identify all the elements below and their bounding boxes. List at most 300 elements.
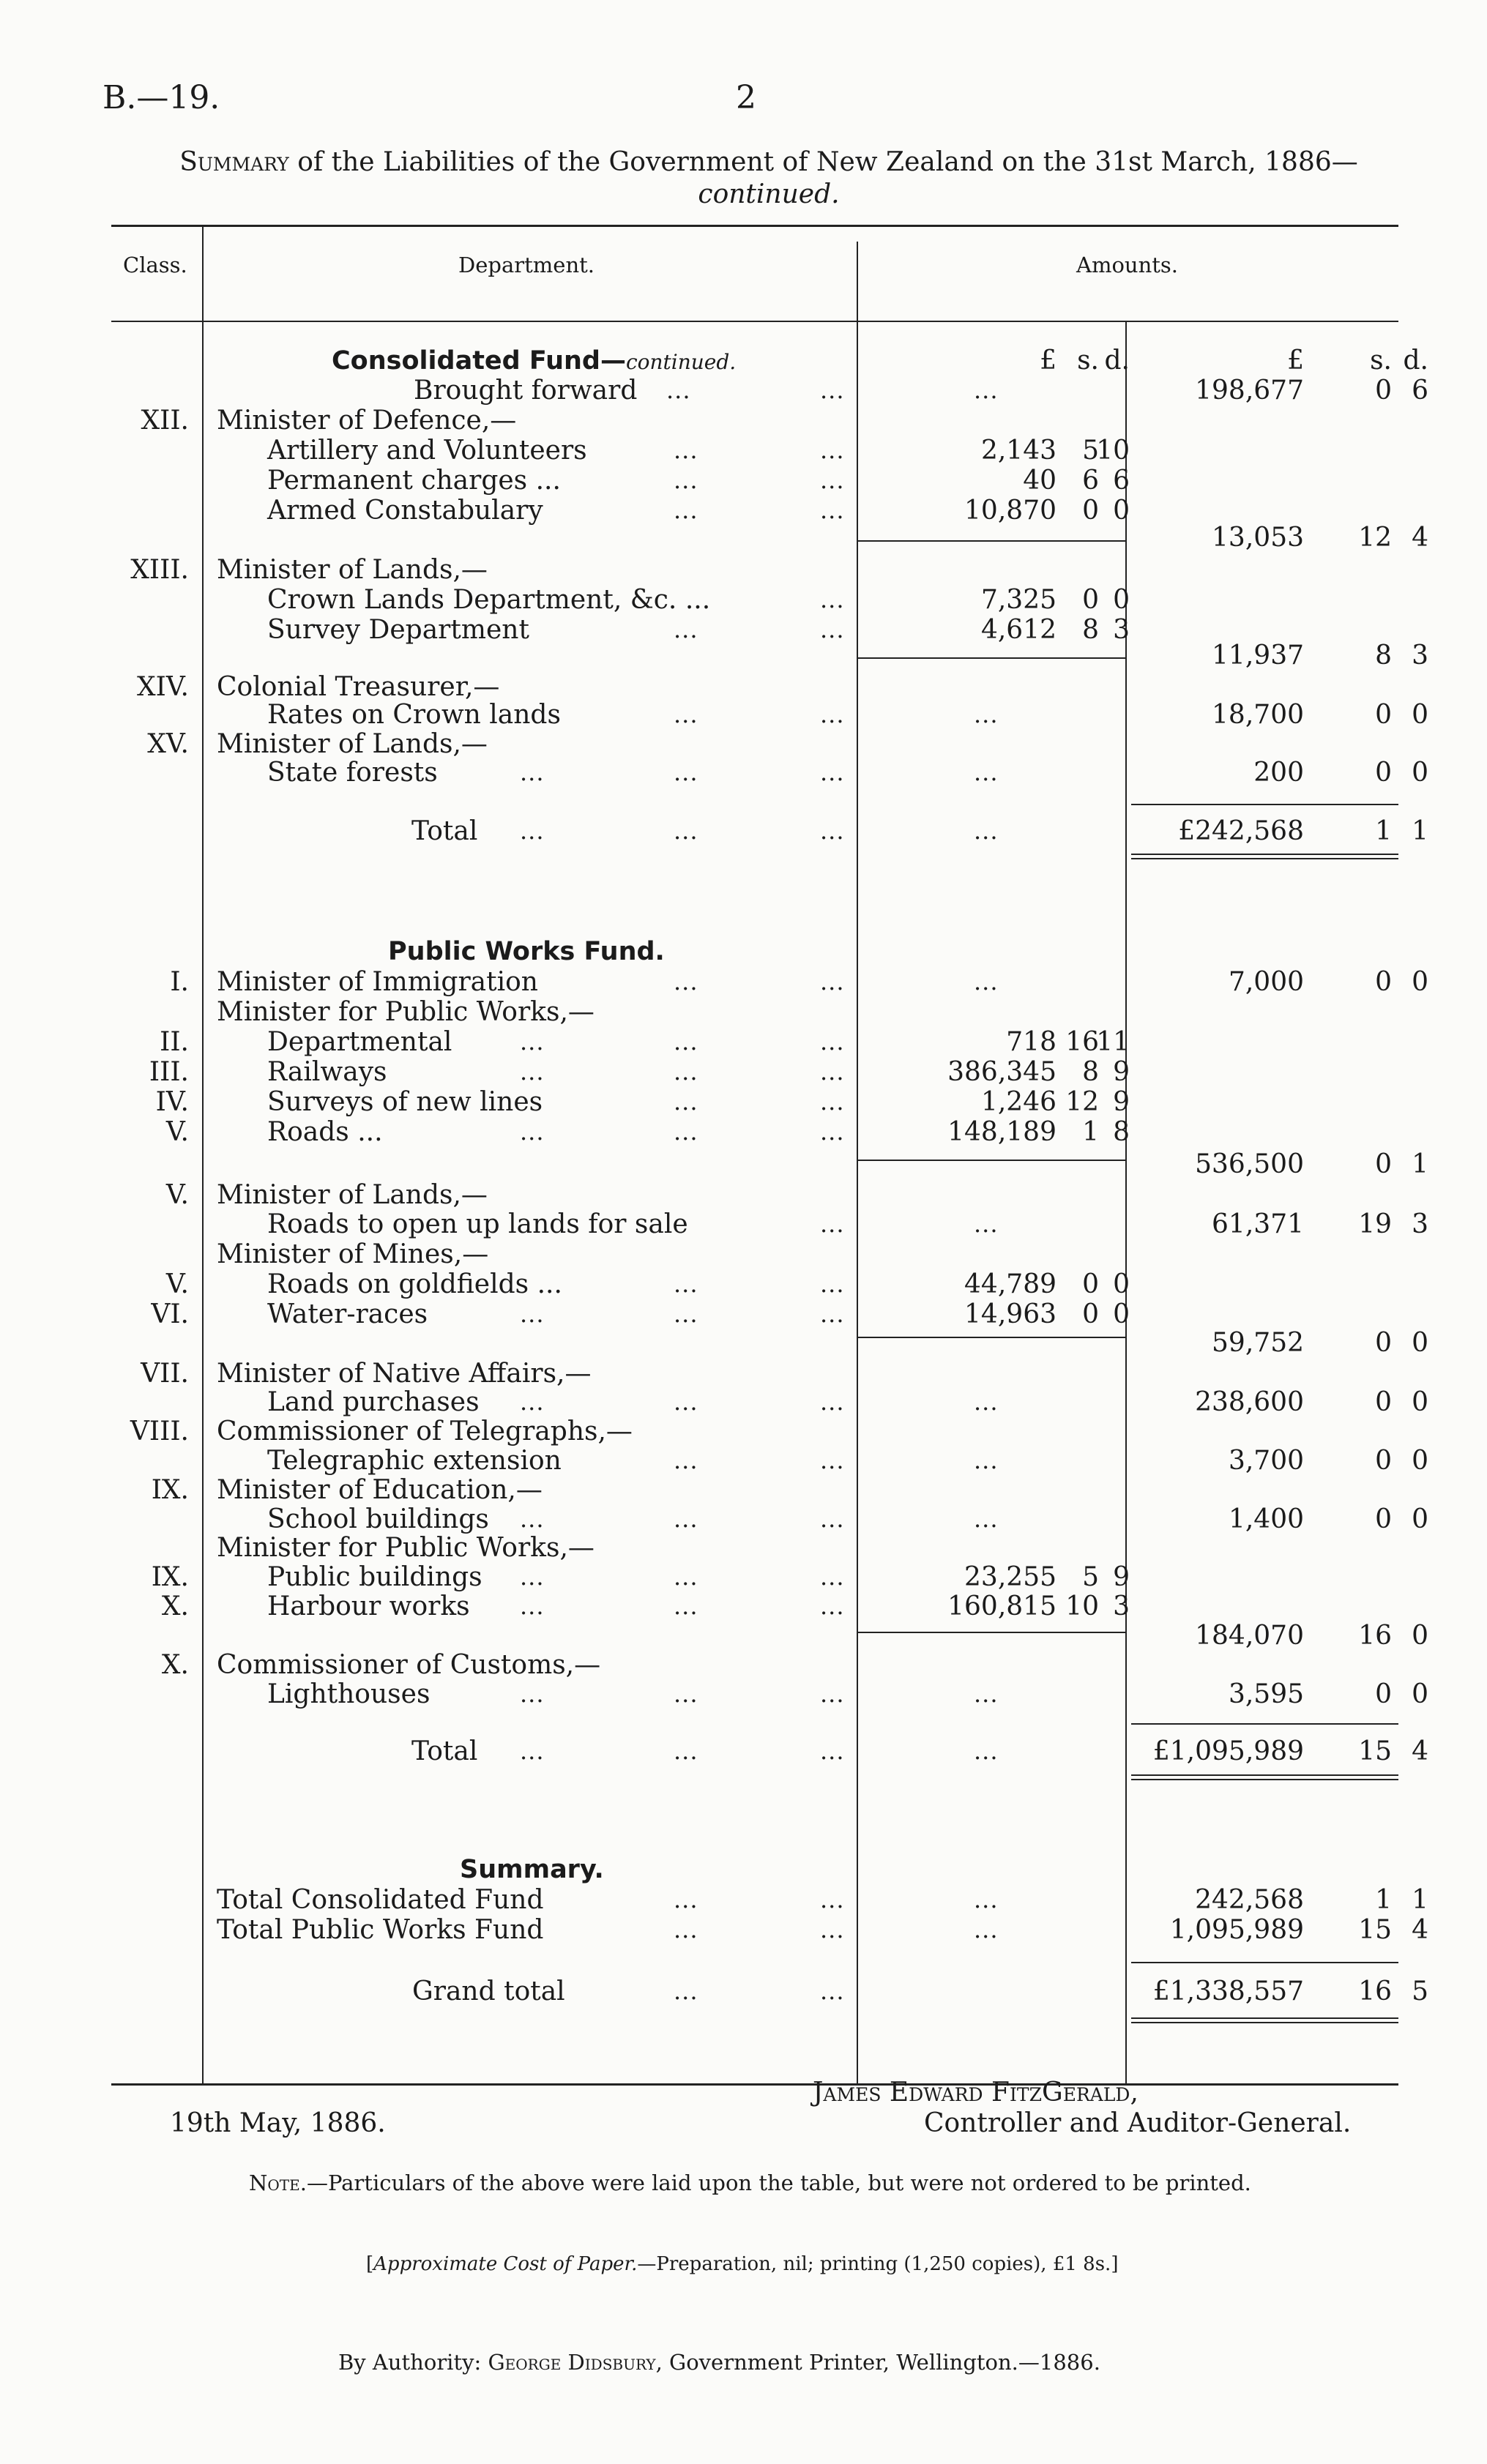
- row-label: Railways: [267, 1057, 387, 1087]
- total-pounds: 61,371: [1212, 1209, 1304, 1239]
- table-row: [0, 1416, 1487, 1446]
- leader-dots: ...: [820, 1028, 845, 1056]
- amount-ellipsis: ...: [974, 817, 999, 845]
- total-pounds: £242,568: [1178, 816, 1304, 846]
- total-shillings: 0: [1375, 1679, 1392, 1709]
- leader-dots: ...: [520, 1118, 545, 1146]
- pounds-symbol: £: [1287, 346, 1304, 376]
- table-row: [0, 406, 1487, 436]
- total-shillings: 0: [1375, 700, 1392, 730]
- amount-pounds: 148,189: [947, 1117, 1056, 1147]
- total-pounds: 11,937: [1212, 641, 1304, 671]
- total-pounds: 3,700: [1228, 1446, 1304, 1476]
- leader-dots: ...: [820, 1563, 845, 1591]
- table-row: [0, 1239, 1487, 1269]
- pounds-symbol: £: [1040, 346, 1056, 376]
- leader-dots: ...: [520, 817, 545, 845]
- leader-dots: ...: [520, 1680, 545, 1708]
- total-shillings: 0: [1375, 1328, 1392, 1358]
- minister-label: Minister of Defence,—: [217, 406, 517, 436]
- amount-ellipsis: ...: [974, 1446, 999, 1474]
- total-shillings: 0: [1375, 1149, 1392, 1179]
- amount-pounds: 160,815: [947, 1591, 1056, 1621]
- leader-dots: ...: [520, 1505, 545, 1533]
- row-label: Surveys of new lines: [267, 1087, 543, 1117]
- leader-dots: ...: [674, 701, 698, 728]
- amount-pence: 0: [1113, 496, 1130, 526]
- amount-shillings: 5: [1082, 1562, 1099, 1592]
- amount-pence: 0: [1113, 1269, 1130, 1299]
- total-pounds: 18,700: [1212, 700, 1304, 730]
- total-pence: 1: [1412, 1149, 1428, 1179]
- leader-dots: ...: [666, 376, 691, 404]
- table-row: [0, 376, 1487, 406]
- minister-label: Minister for Public Works,—: [217, 997, 595, 1027]
- leader-dots: ...: [820, 1592, 845, 1620]
- total-shillings: 8: [1375, 641, 1392, 671]
- amount-pence: 0: [1113, 585, 1130, 615]
- total-label: Total: [411, 816, 478, 846]
- row-label: State forests: [267, 758, 438, 788]
- class-number: VII.: [141, 1359, 189, 1389]
- leader-dots: ...: [674, 1088, 698, 1116]
- amount-pence: 3: [1113, 1591, 1130, 1621]
- total-shillings: 0: [1375, 967, 1392, 997]
- amount-pounds: 10,870: [964, 496, 1056, 526]
- total-shillings: 0: [1375, 1504, 1392, 1534]
- title-text: of the Liabilities of the Government of New Zealand on the 31st March, 1886—: [288, 147, 1358, 177]
- total-shillings: 15: [1358, 1736, 1392, 1766]
- table-row: [0, 700, 1487, 730]
- cost-bracket: [: [366, 2253, 374, 2275]
- amount-pence: 9: [1113, 1057, 1130, 1087]
- total-pence: 0: [1412, 1679, 1428, 1709]
- amount-pence: 11: [1096, 1027, 1130, 1057]
- total-double-rule: [1131, 858, 1398, 859]
- leader-dots: ...: [674, 466, 698, 494]
- printer-text: , Government Printer, Wellington.—1886.: [655, 2350, 1100, 2375]
- minister-label: Minister of Lands,—: [217, 729, 488, 759]
- amount-pounds: 718: [1006, 1027, 1056, 1057]
- table-row: [0, 1562, 1487, 1592]
- class-number: XV.: [147, 729, 189, 759]
- amount-shillings: 16: [1065, 1027, 1099, 1057]
- leader-dots: ...: [674, 1270, 698, 1298]
- leader-dots: ...: [674, 1916, 698, 1944]
- subtotal-row: [0, 523, 1487, 553]
- row-label: Water-races: [267, 1299, 428, 1329]
- row-label: Roads ...: [267, 1117, 383, 1147]
- total-pounds: 1,400: [1228, 1504, 1304, 1534]
- page-reference: B.—19.: [103, 79, 220, 116]
- leader-dots: ...: [674, 1977, 698, 2005]
- total-double-rule: [1131, 2022, 1398, 2023]
- table-row: [0, 1299, 1487, 1329]
- leader-dots: ...: [520, 1058, 545, 1086]
- note-lead: Note.: [249, 2170, 307, 2195]
- leader-dots: ...: [820, 616, 845, 643]
- leader-dots: ...: [674, 1680, 698, 1708]
- class-number: VI.: [151, 1299, 189, 1329]
- leader-dots: ...: [520, 1563, 545, 1591]
- summary-row: [0, 1885, 1487, 1915]
- total-double-rule: [1131, 1779, 1398, 1780]
- amount-ellipsis: ...: [974, 1388, 999, 1416]
- table-row: [0, 1269, 1487, 1299]
- title-continued: continued.: [698, 179, 840, 209]
- class-number: IX.: [151, 1562, 189, 1592]
- amounts-column-header: Amounts.: [1076, 253, 1179, 277]
- total-pounds: 242,568: [1195, 1885, 1304, 1915]
- class-number: V.: [165, 1117, 189, 1147]
- amount-shillings: 0: [1082, 1299, 1099, 1329]
- row-label: Telegraphic extension: [267, 1446, 562, 1476]
- row-label: Total Public Works Fund: [217, 1915, 544, 1945]
- table-row: [0, 1591, 1487, 1621]
- total-pounds: 536,500: [1195, 1149, 1304, 1179]
- consolidated-heading: Consolidated Fund—continued.: [332, 346, 737, 376]
- leader-dots: ...: [674, 1886, 698, 1914]
- amount-pounds: 44,789: [964, 1269, 1056, 1299]
- total-pence: 4: [1412, 523, 1428, 553]
- table-row: [0, 672, 1487, 702]
- total-shillings: 15: [1358, 1915, 1392, 1945]
- table-row: [0, 1650, 1487, 1680]
- class-number: II.: [160, 1027, 189, 1057]
- leader-dots: ...: [820, 1505, 845, 1533]
- amount-shillings: 0: [1082, 1269, 1099, 1299]
- leader-dots: ...: [674, 1028, 698, 1056]
- table-row: [0, 1446, 1487, 1476]
- total-pence: 0: [1412, 1621, 1428, 1651]
- amount-pounds: 2,143: [980, 436, 1056, 466]
- total-pence: 0: [1412, 758, 1428, 788]
- row-label: Departmental: [267, 1027, 452, 1057]
- total-pounds: 7,000: [1228, 967, 1304, 997]
- leader-dots: ...: [820, 1058, 845, 1086]
- leader-dots: ...: [820, 376, 845, 404]
- leader-dots: ...: [674, 1505, 698, 1533]
- subtotal-row: [0, 1621, 1487, 1651]
- leader-dots: ...: [674, 1737, 698, 1765]
- table-row: [0, 496, 1487, 526]
- table-row: [0, 436, 1487, 466]
- class-number: IV.: [155, 1087, 189, 1117]
- public-works-heading: Public Works Fund.: [388, 937, 665, 966]
- amount-shillings: 8: [1082, 615, 1099, 645]
- total-rule: [1131, 1723, 1398, 1725]
- page-title: [139, 146, 1398, 211]
- row-label: Minister of Immigration: [217, 967, 538, 997]
- leader-dots: ...: [820, 586, 845, 613]
- amount-ellipsis: ...: [974, 968, 999, 996]
- section-heading-row: [0, 937, 1487, 967]
- total-shillings: 0: [1375, 376, 1392, 406]
- leader-dots: ...: [820, 1916, 845, 1944]
- leader-dots: ...: [820, 968, 845, 996]
- total-shillings: 0: [1375, 1446, 1392, 1476]
- grand-total-row: [0, 1976, 1487, 2006]
- total-pence: 1: [1412, 1885, 1428, 1915]
- pence-symbol: d.: [1403, 346, 1428, 376]
- amount-ellipsis: ...: [974, 376, 999, 404]
- table-row: [0, 997, 1487, 1027]
- amount-pounds: 386,345: [947, 1057, 1056, 1087]
- table-top-rule: [111, 225, 1398, 227]
- amount-pounds: 23,255: [964, 1562, 1056, 1592]
- total-pounds: 3,595: [1228, 1679, 1304, 1709]
- cost-label: Approximate Cost of Paper.: [373, 2253, 638, 2275]
- table-row: [0, 1209, 1487, 1239]
- leader-dots: ...: [520, 1592, 545, 1620]
- minister-label: Commissioner of Telegraphs,—: [217, 1416, 633, 1446]
- leader-dots: ...: [674, 616, 698, 643]
- total-pence: 4: [1412, 1736, 1428, 1766]
- printer-lead: By Authority:: [338, 2350, 488, 2375]
- signatory-role: Controller and Auditor-General.: [924, 2108, 1352, 2138]
- table-row: [0, 1117, 1487, 1147]
- currency-header-row: [0, 346, 1487, 376]
- leader-dots: ...: [820, 1300, 845, 1328]
- table-row: [0, 585, 1487, 615]
- table-row: [0, 729, 1487, 759]
- amount-shillings: 0: [1082, 585, 1099, 615]
- leader-dots: ...: [820, 1118, 845, 1146]
- total-shillings: 1: [1375, 816, 1392, 846]
- subtotal-row: [0, 641, 1487, 671]
- total-pounds: £1,095,989: [1152, 1736, 1304, 1766]
- amount-shillings: 0: [1082, 496, 1099, 526]
- leader-dots: ...: [820, 1210, 845, 1238]
- total-pence: 6: [1412, 376, 1428, 406]
- leader-dots: ...: [820, 1088, 845, 1116]
- class-number: IX.: [151, 1475, 189, 1505]
- table-row: [0, 1057, 1487, 1087]
- amount-ellipsis: ...: [974, 1680, 999, 1708]
- leader-dots: ...: [674, 1563, 698, 1591]
- title-summary-word: Summary: [179, 147, 289, 177]
- row-label: Brought forward: [414, 376, 638, 406]
- leader-dots: ...: [520, 1737, 545, 1765]
- signature-date: 19th May, 1886.: [170, 2108, 386, 2138]
- cost-note: [366, 2253, 1118, 2275]
- table-row: [0, 1180, 1487, 1210]
- minister-label: Minister of Education,—: [217, 1475, 543, 1505]
- pence-symbol: d.: [1104, 346, 1130, 376]
- total-double-rule: [1131, 854, 1398, 855]
- leader-dots: ...: [674, 758, 698, 786]
- amount-pence: 8: [1113, 1117, 1130, 1147]
- amount-pence: 9: [1113, 1087, 1130, 1117]
- row-label: Land purchases: [267, 1387, 480, 1417]
- row-label: Rates on Crown lands: [267, 700, 561, 730]
- printer-name: George Didsbury: [488, 2350, 656, 2375]
- table-row: [0, 1504, 1487, 1534]
- total-pence: 0: [1412, 967, 1428, 997]
- amount-ellipsis: ...: [974, 1886, 999, 1914]
- leader-dots: ...: [674, 436, 698, 464]
- class-number: X.: [161, 1650, 189, 1680]
- amount-shillings: 12: [1065, 1087, 1099, 1117]
- amount-shillings: 10: [1065, 1591, 1099, 1621]
- amount-pence: 9: [1113, 1562, 1130, 1592]
- table-row: [0, 1475, 1487, 1505]
- leader-dots: ...: [520, 1388, 545, 1416]
- row-label: Harbour works: [267, 1591, 470, 1621]
- row-label: Armed Constabulary: [267, 496, 543, 526]
- amount-ellipsis: ...: [974, 1210, 999, 1238]
- class-number: X.: [161, 1591, 189, 1621]
- summary-heading: Summary.: [460, 1855, 604, 1884]
- total-pence: 3: [1412, 1209, 1428, 1239]
- minister-label: Commissioner of Customs,—: [217, 1650, 601, 1680]
- leader-dots: ...: [674, 1300, 698, 1328]
- amount-shillings: 6: [1082, 466, 1099, 496]
- table-row: [0, 1533, 1487, 1563]
- grand-total-label: Grand total: [412, 1976, 565, 2006]
- shillings-symbol: s.: [1370, 346, 1392, 376]
- leader-dots: ...: [674, 968, 698, 996]
- total-rule: [1131, 804, 1398, 805]
- table-bottom-rule: [111, 2083, 1398, 2086]
- row-label: Crown Lands Department, &c. ...: [267, 585, 711, 615]
- amount-shillings: 8: [1082, 1057, 1099, 1087]
- leader-dots: ...: [520, 1028, 545, 1056]
- row-label: Roads on goldfields ...: [267, 1269, 562, 1299]
- amount-pence: 6: [1113, 466, 1130, 496]
- total-shillings: 0: [1375, 758, 1392, 788]
- class-number: III.: [149, 1057, 189, 1087]
- amount-shillings: 1: [1082, 1117, 1099, 1147]
- leader-dots: ...: [674, 496, 698, 524]
- amount-pounds: 1,246: [980, 1087, 1056, 1117]
- row-label: Lighthouses: [267, 1679, 431, 1709]
- total-row: [0, 816, 1487, 846]
- amount-pounds: 40: [1023, 466, 1056, 496]
- total-double-rule: [1131, 1774, 1398, 1776]
- table-row: [0, 1387, 1487, 1417]
- amount-ellipsis: ...: [974, 1737, 999, 1765]
- total-pence: 0: [1412, 1504, 1428, 1534]
- note: [249, 2170, 1251, 2195]
- subtotal-row: [0, 1149, 1487, 1179]
- cost-text: —Preparation, nil; printing (1,250 copies), £1 8s.]: [637, 2253, 1119, 2275]
- total-pounds: 238,600: [1195, 1387, 1304, 1417]
- grand-total-shillings: 16: [1358, 1976, 1392, 2006]
- total-shillings: 1: [1375, 1885, 1392, 1915]
- minister-label: Minister of Native Affairs,—: [217, 1359, 592, 1389]
- amount-pounds: 14,963: [964, 1299, 1056, 1329]
- row-label: Public buildings: [267, 1562, 482, 1592]
- total-label: Total: [411, 1736, 478, 1766]
- total-shillings: 19: [1358, 1209, 1392, 1239]
- total-pence: 0: [1412, 1387, 1428, 1417]
- row-label: Permanent charges ...: [267, 466, 561, 496]
- page-number: 2: [736, 79, 756, 116]
- class-number: XIII.: [130, 555, 189, 585]
- leader-dots: ...: [674, 1446, 698, 1474]
- amount-pounds: 7,325: [980, 585, 1056, 615]
- leader-dots: ...: [674, 1592, 698, 1620]
- grand-total-pence: 5: [1412, 1976, 1428, 2006]
- leader-dots: ...: [820, 1388, 845, 1416]
- table-row: [0, 967, 1487, 997]
- leader-dots: ...: [820, 496, 845, 524]
- grand-total-pounds: £1,338,557: [1152, 1976, 1304, 2006]
- table-row: [0, 555, 1487, 585]
- class-number: V.: [165, 1180, 189, 1210]
- leader-dots: ...: [674, 817, 698, 845]
- header-rule: [111, 321, 1398, 322]
- table-row: [0, 758, 1487, 788]
- total-pence: 0: [1412, 700, 1428, 730]
- table-row: [0, 1359, 1487, 1389]
- class-number: I.: [170, 967, 189, 997]
- class-column-header: Class.: [123, 253, 187, 277]
- amount-shillings: 5: [1082, 436, 1099, 466]
- leader-dots: ...: [820, 1977, 845, 2005]
- total-pence: 4: [1412, 1915, 1428, 1945]
- amount-pence: 10: [1096, 436, 1130, 466]
- department-column-header: Department.: [458, 253, 595, 277]
- signatory-name: James Edward FitzGerald,: [813, 2077, 1138, 2108]
- leader-dots: ...: [820, 1446, 845, 1474]
- total-pence: 0: [1412, 1446, 1428, 1476]
- amount-pence: 3: [1113, 615, 1130, 645]
- shillings-symbol: s.: [1077, 346, 1099, 376]
- total-pence: 1: [1412, 816, 1428, 846]
- total-shillings: 0: [1375, 1387, 1392, 1417]
- table-row: [0, 466, 1487, 496]
- minister-label: Minister of Lands,—: [217, 555, 488, 585]
- total-pence: 0: [1412, 1328, 1428, 1358]
- leader-dots: ...: [520, 758, 545, 786]
- subtotal-row: [0, 1328, 1487, 1358]
- total-pounds: 184,070: [1195, 1621, 1304, 1651]
- amount-ellipsis: ...: [974, 1505, 999, 1533]
- leader-dots: ...: [820, 436, 845, 464]
- leader-dots: ...: [820, 1737, 845, 1765]
- class-number: V.: [165, 1269, 189, 1299]
- amount-ellipsis: ...: [974, 758, 999, 786]
- minister-label: Minister of Mines,—: [217, 1239, 489, 1269]
- row-label: Roads to open up lands for sale: [267, 1209, 688, 1239]
- amount-pounds: 4,612: [980, 615, 1056, 645]
- total-pounds: 13,053: [1212, 523, 1304, 553]
- amount-pence: 0: [1113, 1299, 1130, 1329]
- row-label: Artillery and Volunteers: [267, 436, 587, 466]
- total-pounds: 1,095,989: [1169, 1915, 1304, 1945]
- note-text: —Particulars of the above were laid upon the table, but were not ordered to be printed.: [306, 2170, 1251, 2195]
- total-rule: [1131, 1962, 1398, 1963]
- minister-label: Minister for Public Works,—: [217, 1533, 595, 1563]
- class-number: XIV.: [137, 672, 189, 702]
- amount-ellipsis: ...: [974, 1916, 999, 1944]
- total-pounds: 59,752: [1212, 1328, 1304, 1358]
- minister-label: Minister of Lands,—: [217, 1180, 488, 1210]
- class-number: XII.: [141, 406, 189, 436]
- printer-line: [338, 2350, 1100, 2375]
- minister-label: Colonial Treasurer,—: [217, 672, 500, 702]
- table-row: [0, 1027, 1487, 1057]
- total-pence: 3: [1412, 641, 1428, 671]
- row-label: School buildings: [267, 1504, 489, 1534]
- class-number: VIII.: [130, 1416, 189, 1446]
- leader-dots: ...: [820, 1886, 845, 1914]
- total-shillings: 12: [1358, 523, 1392, 553]
- row-label: Survey Department: [267, 615, 529, 645]
- table-row: [0, 1679, 1487, 1709]
